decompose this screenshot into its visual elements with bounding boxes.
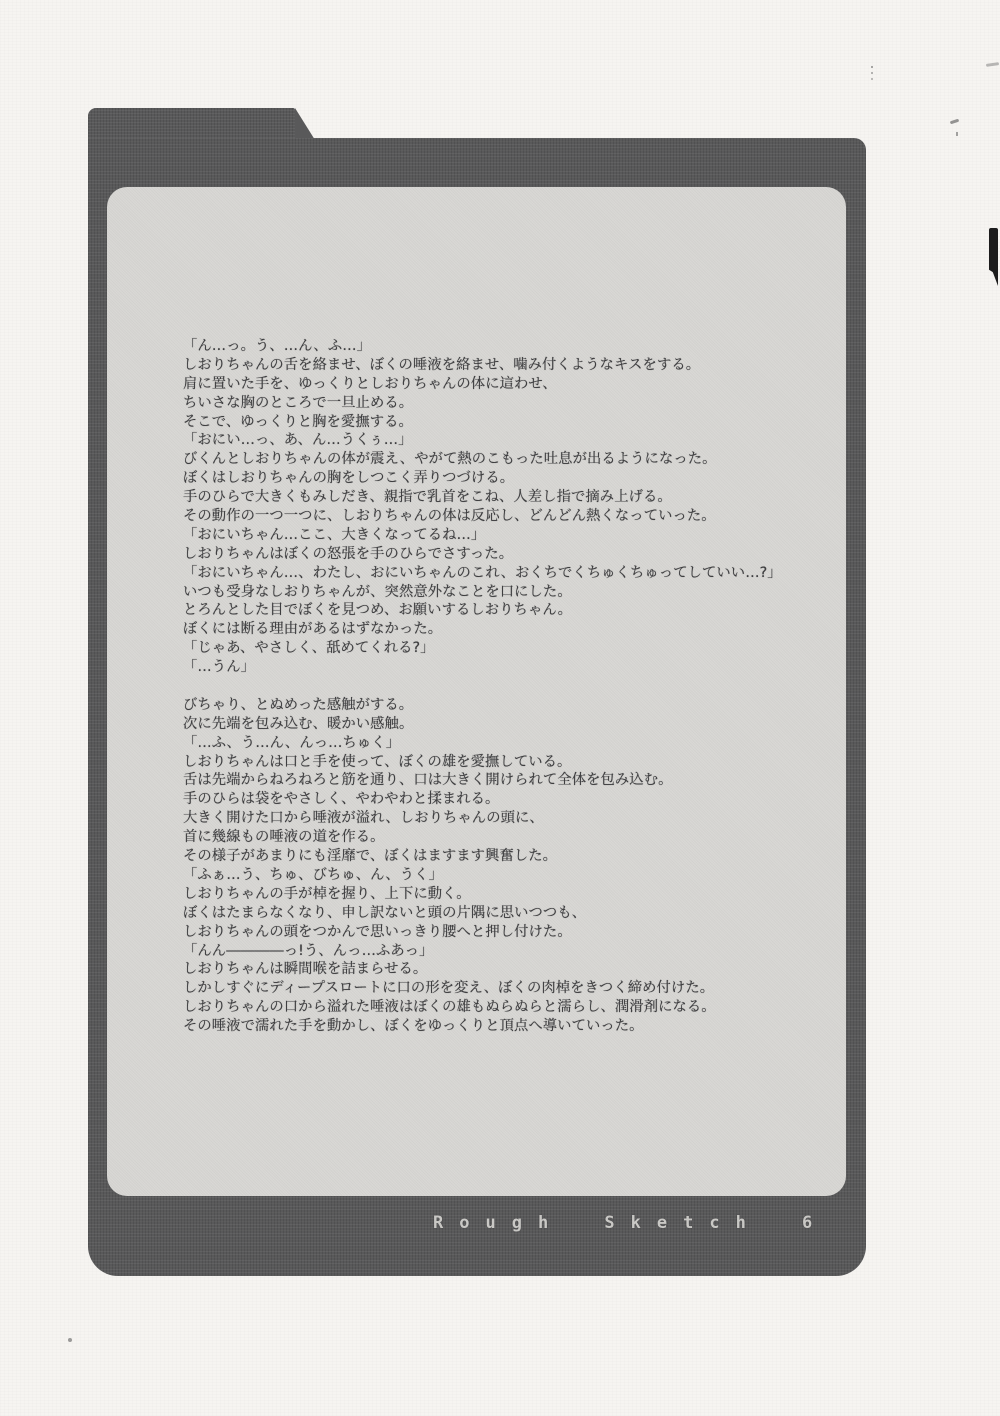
story-line: しかしすぐにディープスロートに口の形を変え、ぼくの肉棹をきつく締め付けた。 — [183, 980, 715, 997]
story-line: しおりちゃんの手が棹を握り、上下に動く。 — [183, 885, 471, 902]
story-line: 「…うん」 — [183, 659, 255, 676]
story-line: 「ん…っ。う、…ん、ふ…」 — [183, 338, 372, 354]
story-line: その様子があまりにも淫靡で、ぼくはますます興奮した。 — [183, 848, 558, 865]
story-line: 手のひらは袋をやさしく、やわやわと揉まれる。 — [183, 791, 500, 808]
story-line: ぼくはしおりちゃんの胸をしつこく弄りつづける。 — [183, 470, 515, 487]
story-line: しおりちゃんの頭をつかんで思いっきり腰へと押し付けた。 — [183, 923, 572, 940]
story-line: 次に先端を包み込む、暖かい感触。 — [183, 715, 414, 732]
story-line: しおりちゃんの口から溢れた唾液はぼくの雄もぬらぬらと濡らし、潤滑剤になる。 — [183, 999, 716, 1016]
story-line: 首に幾線もの唾液の道を作る。 — [183, 829, 385, 846]
story-line: ぼくには断る理由があるはずなかった。 — [183, 621, 443, 638]
story-line: しおりちゃんはぼくの怒張を手のひらでさすった。 — [183, 545, 514, 562]
story-line: その唾液で濡れた手を動かし、ぼくをゆっくりと頂点へ導いていった。 — [183, 1018, 644, 1035]
story-line: びちゃり、とぬめった感触がする。 — [183, 696, 414, 713]
story-line: しおりちゃんは口と手を使って、ぼくの雄を愛撫している。 — [183, 753, 572, 770]
story-line: 「…ふ、う…ん、んっ…ちゅく」 — [183, 734, 401, 751]
scan-artifact-dot — [68, 1338, 72, 1342]
story-line: ぼくはたまらなくなり、申し訳ないと頭の片隅に思いつつも、 — [183, 904, 587, 921]
story-line — [183, 677, 833, 696]
story-line: 大きく開けた口から唾液が溢れ、しおりちゃんの頭に、 — [183, 810, 544, 827]
story-line: しおりちゃんは瞬間喉を詰まらせる。 — [183, 961, 428, 978]
scan-artifact-tick — [950, 119, 959, 125]
story-line: とろんとした目でぼくを見つめ、お願いするしおりちゃん。 — [183, 602, 572, 619]
story-line: 「んん――――っ!う、んっ…ふあっ」 — [183, 942, 434, 959]
story-line: 「おにいちゃん…、わたし、おにいちゃんのこれ、おくちでくちゅくちゅってしていい…?」 — [183, 564, 782, 581]
story-line: そこで、ゆっくりと胸を愛撫する。 — [183, 413, 413, 430]
story-line: その動作の一つ一つに、しおりちゃんの体は反応し、どんどん熱くなっていった。 — [183, 508, 716, 525]
scan-artifact-colon — [871, 66, 873, 68]
story-line: 「おにい…っ、あ、ん…うくぅ…」 — [183, 432, 413, 449]
story-line: ちいさな胸のところで一旦止める。 — [183, 394, 414, 411]
story-line: しおりちゃんの舌を絡ませ、ぼくの唾液を絡ませ、噛み付くようなキスをする。 — [183, 356, 701, 373]
folder-tab-slope — [295, 108, 315, 140]
story-line: 「おにいちゃん…ここ、大きくなってるね…」 — [183, 526, 486, 543]
scan-artifact-squiggle — [986, 62, 999, 67]
story-line: いつも受身なしおりちゃんが、突然意外なことを口にした。 — [183, 583, 572, 600]
story-text — [183, 337, 833, 1036]
story-line: 手のひらで大きくもみしだき、親指で乳首をこね、人差し指で摘み上げる。 — [183, 489, 672, 506]
story-line: びくんとしおりちゃんの体が震え、やがて熱のこもった吐息が出るようになった。 — [183, 451, 717, 468]
story-line: 「じゃあ、やさしく、舐めてくれる?」 — [183, 640, 435, 657]
scan-artifact-tick-dot — [956, 132, 958, 136]
story-line: 「ふぁ…う、ちゅ、びちゅ、ん、うく」 — [183, 866, 443, 883]
story-line: 舌は先端からねろねろと筋を通り、口は大きく開けられて全体を包み込む。 — [183, 772, 673, 789]
story-line: 肩に置いた手を、ゆっくりとしおりちゃんの体に這わせ、 — [183, 375, 557, 392]
footer-label: Rough Sketch 6 — [433, 1213, 829, 1233]
scan-artifact-bar — [989, 228, 998, 286]
